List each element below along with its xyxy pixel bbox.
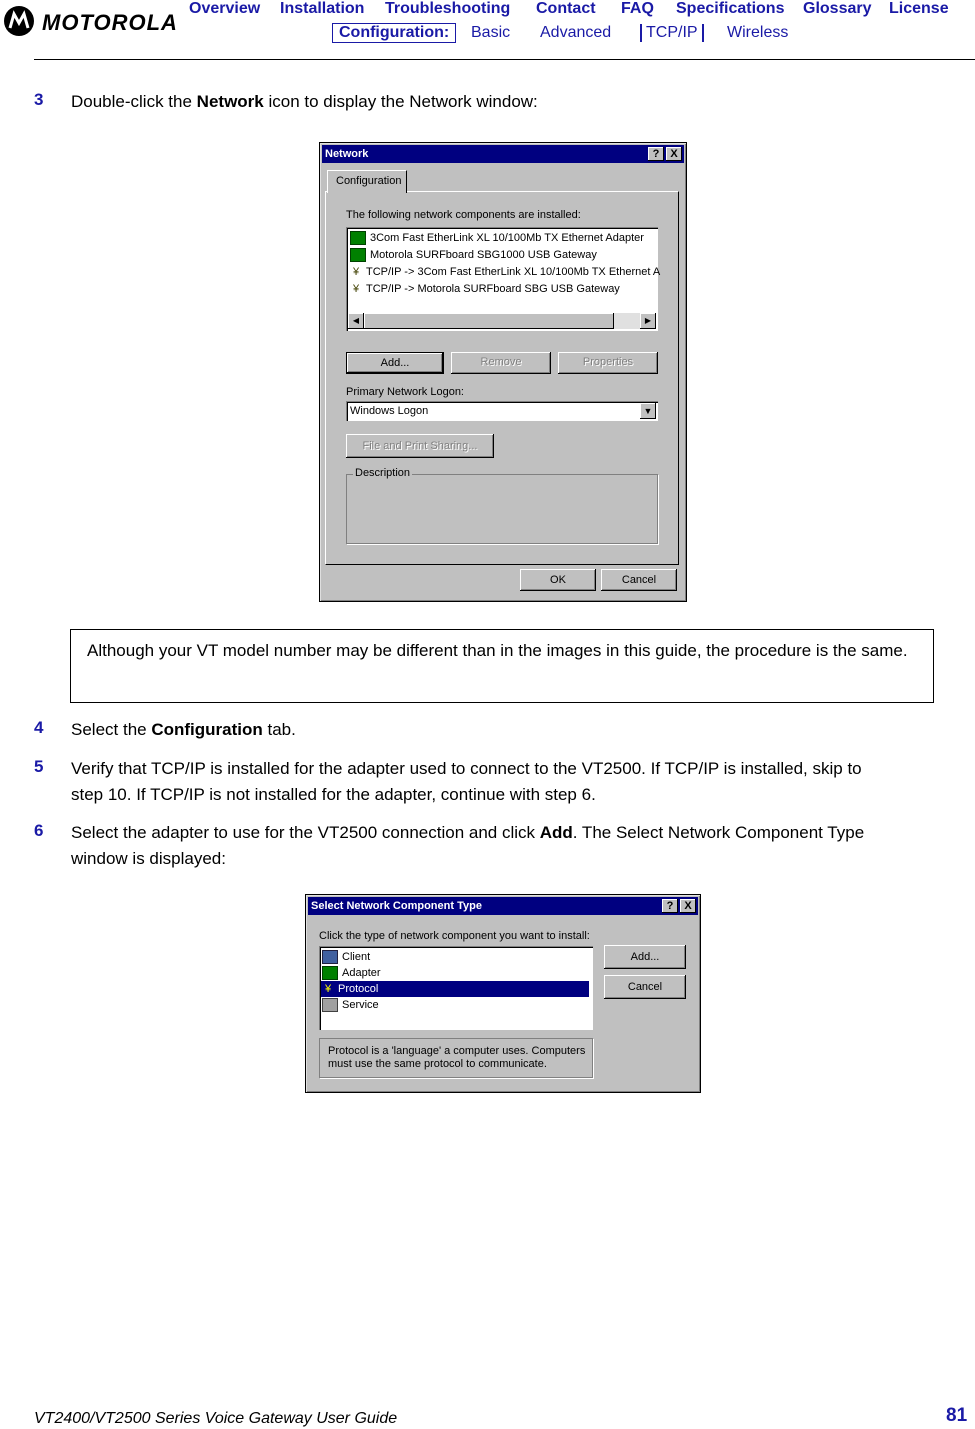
remove-button[interactable]: Remove	[451, 352, 551, 374]
protocol-icon: ¥	[352, 283, 360, 296]
tab-configuration[interactable]	[327, 170, 407, 193]
chevron-down-icon[interactable]: ▼	[640, 403, 656, 419]
step-number: 4	[34, 718, 44, 737]
header-divider	[34, 59, 975, 60]
description-label: Description	[355, 467, 411, 479]
close-button[interactable]: X	[666, 147, 682, 161]
network-adapter-icon	[350, 248, 366, 262]
nav-tcpip[interactable]: TCP/IP	[640, 24, 704, 42]
motorola-logo-icon	[4, 6, 34, 36]
nav-advanced[interactable]: Advanced	[540, 24, 612, 41]
step-3-text: Double-click the Network icon to display the Network window:	[71, 92, 538, 111]
nav-wireless[interactable]: Wireless	[727, 24, 789, 41]
installed-components-label: The following network components are installed:	[346, 209, 581, 221]
protocol-icon: ¥	[324, 983, 332, 996]
step-4-text: Select the Configuration tab.	[71, 720, 296, 739]
cancel-button[interactable]: Cancel	[604, 975, 686, 999]
tab-configuration-label: Configuration	[336, 175, 402, 187]
logo-text: MOTOROLA	[42, 10, 178, 35]
component-description	[319, 1038, 593, 1078]
network-dialog	[319, 142, 687, 602]
scroll-left-arrow-icon[interactable]: ◀	[348, 313, 364, 329]
nav-troubleshooting[interactable]: Troubleshooting	[385, 0, 511, 17]
list-item[interactable]: 3Com Fast EtherLink XL 10/100Mb TX Ethernet Adapter	[350, 230, 644, 246]
list-item[interactable]: Adapter	[322, 965, 381, 981]
network-adapter-icon	[350, 231, 366, 245]
component-description-text: Protocol is a 'language' a computer uses. Computers must use the same protocol to communicate.	[328, 1045, 586, 1070]
nav-contact[interactable]: Contact	[536, 0, 596, 17]
nav-license[interactable]: License	[889, 0, 949, 17]
select-component-dialog	[305, 894, 701, 1093]
step-5-line-1: Verify that TCP/IP is installed for the adapter used to connect to the VT2500. If TCP/IP is installed, skip to	[71, 759, 862, 778]
primary-logon-value: Windows Logon	[350, 405, 429, 417]
step-6-text	[71, 820, 961, 872]
step-number: 3	[34, 90, 44, 109]
list-item[interactable]: ¥ TCP/IP -> 3Com Fast EtherLink XL 10/100Mb TX Ethernet A	[350, 264, 660, 280]
horizontal-scrollbar[interactable]	[348, 313, 656, 329]
components-list[interactable]	[346, 227, 661, 331]
adapter-icon	[322, 966, 338, 980]
select-prompt: Click the type of network component you want to install:	[319, 930, 590, 942]
step-6-line-2: window is displayed:	[71, 849, 226, 868]
primary-logon-label: Primary Network Logon:	[346, 386, 464, 398]
page-number: 81	[946, 1405, 968, 1426]
component-type-list[interactable]	[319, 946, 593, 1030]
add-button[interactable]: Add...	[346, 352, 444, 374]
step-number: 5	[34, 757, 44, 776]
service-icon	[322, 998, 338, 1012]
footer-guide-title: VT2400/VT2500 Series Voice Gateway User Guide	[34, 1410, 398, 1427]
primary-logon-select[interactable]	[346, 401, 658, 421]
nav-basic[interactable]: Basic	[471, 24, 511, 41]
help-button[interactable]: ?	[662, 899, 678, 913]
client-icon	[322, 950, 338, 964]
close-button[interactable]: X	[680, 899, 696, 913]
add-button[interactable]: Add...	[604, 945, 686, 969]
list-item-selected[interactable]: ¥ Protocol	[321, 981, 589, 997]
nav-configuration[interactable]: Configuration:	[332, 23, 456, 43]
nav-faq[interactable]: FAQ	[621, 0, 654, 17]
select-dialog-title: Select Network Component Type	[311, 900, 482, 912]
step-6-line-1: Select the adapter to use for the VT2500 connection and click Add. The Select Network Component Type	[71, 823, 865, 842]
nav-glossary[interactable]: Glossary	[803, 0, 872, 17]
list-item[interactable]: Motorola SURFboard SBG1000 USB Gateway	[350, 247, 597, 263]
nav-overview[interactable]: Overview	[189, 0, 261, 17]
file-print-sharing-button[interactable]: File and Print Sharing...	[346, 434, 494, 458]
step-5-line-2: step 10. If TCP/IP is not installed for the adapter, continue with step 6.	[71, 785, 596, 804]
help-button[interactable]: ?	[648, 147, 664, 161]
cancel-button[interactable]: Cancel	[601, 569, 677, 591]
select-dialog-titlebar	[308, 897, 698, 915]
note-box: Although your VT model number may be different than in the images in this guide, the procedure is the same.	[70, 629, 934, 703]
list-item[interactable]: Service	[322, 997, 379, 1013]
scroll-right-arrow-icon[interactable]: ▶	[640, 313, 656, 329]
nav-installation[interactable]: Installation	[280, 0, 365, 17]
network-dialog-titlebar	[322, 145, 684, 163]
nav-specifications[interactable]: Specifications	[676, 0, 785, 17]
scroll-thumb[interactable]	[364, 313, 614, 329]
description-group	[346, 467, 658, 544]
ok-button[interactable]: OK	[520, 569, 596, 591]
protocol-icon: ¥	[352, 266, 360, 279]
list-item[interactable]: ¥ TCP/IP -> Motorola SURFboard SBG USB Gateway	[350, 281, 620, 297]
properties-button[interactable]: Properties	[558, 352, 658, 374]
step-5-text	[71, 756, 961, 808]
network-dialog-title: Network	[325, 148, 369, 160]
step-number: 6	[34, 821, 44, 840]
list-item[interactable]: Client	[322, 949, 370, 965]
